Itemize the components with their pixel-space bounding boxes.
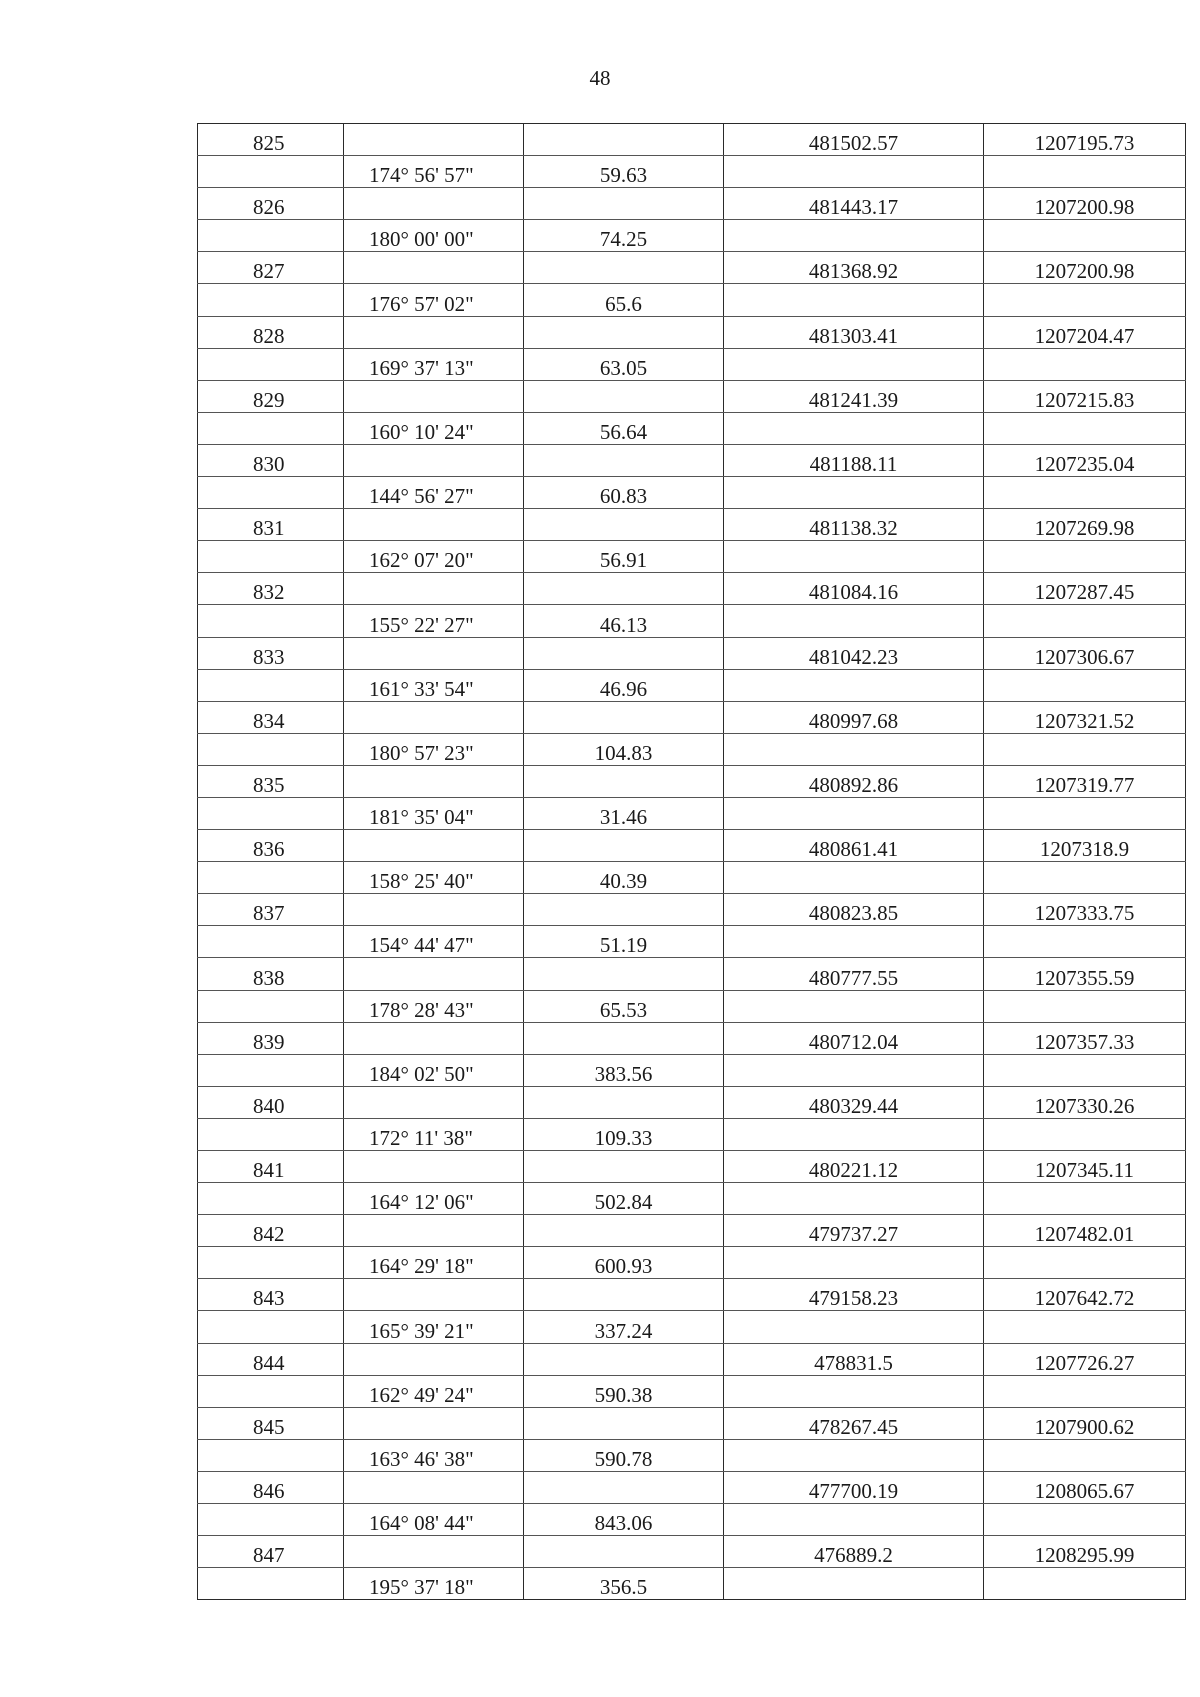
point-number-cell: 841 — [198, 1151, 344, 1183]
bearing-cell: 174° 56' 57" — [344, 156, 524, 188]
y-coordinate-cell — [984, 348, 1186, 380]
distance-cell — [524, 1215, 724, 1247]
distance-cell — [524, 1279, 724, 1311]
x-coordinate-cell: 481502.57 — [724, 124, 984, 156]
bearing-cell — [344, 188, 524, 220]
bearing-cell — [344, 252, 524, 284]
point-number-cell — [198, 1504, 344, 1536]
bearing-cell — [344, 894, 524, 926]
bearing-cell: 161° 33' 54" — [344, 669, 524, 701]
x-coordinate-cell: 480861.41 — [724, 830, 984, 862]
point-number-cell: 826 — [198, 188, 344, 220]
y-coordinate-cell — [984, 412, 1186, 444]
y-coordinate-cell: 1208295.99 — [984, 1536, 1186, 1568]
distance-cell: 590.38 — [524, 1375, 724, 1407]
x-coordinate-cell — [724, 1504, 984, 1536]
distance-cell — [524, 1151, 724, 1183]
bearing-cell — [344, 1151, 524, 1183]
x-coordinate-cell — [724, 862, 984, 894]
distance-cell: 356.5 — [524, 1568, 724, 1600]
bearing-cell: 162° 49' 24" — [344, 1375, 524, 1407]
segment-row — [198, 477, 1186, 509]
x-coordinate-cell: 476889.2 — [724, 1536, 984, 1568]
point-row — [198, 1471, 1186, 1503]
bearing-cell — [344, 637, 524, 669]
x-coordinate-cell — [724, 1375, 984, 1407]
segment-row — [198, 284, 1186, 316]
distance-cell: 51.19 — [524, 926, 724, 958]
segment-row — [198, 1054, 1186, 1086]
point-number-cell: 842 — [198, 1215, 344, 1247]
distance-cell: 600.93 — [524, 1247, 724, 1279]
point-number-cell: 847 — [198, 1536, 344, 1568]
x-coordinate-cell — [724, 1183, 984, 1215]
x-coordinate-cell — [724, 477, 984, 509]
bearing-cell: 164° 29' 18" — [344, 1247, 524, 1279]
point-row — [198, 958, 1186, 990]
x-coordinate-cell — [724, 284, 984, 316]
point-number-cell: 829 — [198, 380, 344, 412]
x-coordinate-cell: 481138.32 — [724, 509, 984, 541]
point-number-cell — [198, 862, 344, 894]
point-row — [198, 1022, 1186, 1054]
point-number-cell: 845 — [198, 1407, 344, 1439]
bearing-cell: 178° 28' 43" — [344, 990, 524, 1022]
x-coordinate-cell — [724, 1568, 984, 1600]
y-coordinate-cell — [984, 1439, 1186, 1471]
distance-cell — [524, 894, 724, 926]
bearing-cell: 144° 56' 27" — [344, 477, 524, 509]
x-coordinate-cell: 481042.23 — [724, 637, 984, 669]
point-number-cell — [198, 1247, 344, 1279]
distance-cell: 40.39 — [524, 862, 724, 894]
x-coordinate-cell: 477700.19 — [724, 1471, 984, 1503]
segment-row — [198, 605, 1186, 637]
point-number-cell: 846 — [198, 1471, 344, 1503]
point-number-cell: 844 — [198, 1343, 344, 1375]
bearing-cell — [344, 316, 524, 348]
segment-row — [198, 926, 1186, 958]
point-row — [198, 252, 1186, 284]
point-row — [198, 830, 1186, 862]
bearing-cell — [344, 1471, 524, 1503]
point-number-cell — [198, 477, 344, 509]
y-coordinate-cell — [984, 1375, 1186, 1407]
segment-row — [198, 1118, 1186, 1150]
bearing-cell: 162° 07' 20" — [344, 541, 524, 573]
x-coordinate-cell — [724, 605, 984, 637]
y-coordinate-cell: 1207215.83 — [984, 380, 1186, 412]
segment-row — [198, 1311, 1186, 1343]
distance-cell: 63.05 — [524, 348, 724, 380]
segment-row — [198, 990, 1186, 1022]
distance-cell — [524, 1343, 724, 1375]
y-coordinate-cell: 1207355.59 — [984, 958, 1186, 990]
y-coordinate-cell — [984, 1118, 1186, 1150]
distance-cell — [524, 830, 724, 862]
y-coordinate-cell: 1207345.11 — [984, 1151, 1186, 1183]
point-number-cell — [198, 926, 344, 958]
coordinate-table — [197, 123, 1186, 1600]
y-coordinate-cell — [984, 797, 1186, 829]
segment-row — [198, 156, 1186, 188]
x-coordinate-cell: 480892.86 — [724, 765, 984, 797]
bearing-cell: 195° 37' 18" — [344, 1568, 524, 1600]
segment-row — [198, 1183, 1186, 1215]
bearing-cell: 163° 46' 38" — [344, 1439, 524, 1471]
x-coordinate-cell — [724, 797, 984, 829]
distance-cell — [524, 765, 724, 797]
y-coordinate-cell: 1207321.52 — [984, 701, 1186, 733]
bearing-cell — [344, 1536, 524, 1568]
page-number: 48 — [589, 66, 611, 90]
segment-row — [198, 862, 1186, 894]
x-coordinate-cell: 480823.85 — [724, 894, 984, 926]
x-coordinate-cell — [724, 1118, 984, 1150]
distance-cell — [524, 316, 724, 348]
coordinate-table-body — [198, 124, 1186, 1600]
segment-row — [198, 797, 1186, 829]
y-coordinate-cell: 1207726.27 — [984, 1343, 1186, 1375]
distance-cell: 60.83 — [524, 477, 724, 509]
x-coordinate-cell: 479158.23 — [724, 1279, 984, 1311]
y-coordinate-cell: 1207357.33 — [984, 1022, 1186, 1054]
distance-cell — [524, 1022, 724, 1054]
distance-cell: 46.96 — [524, 669, 724, 701]
point-row — [198, 444, 1186, 476]
bearing-cell: 181° 35' 04" — [344, 797, 524, 829]
bearing-cell — [344, 444, 524, 476]
y-coordinate-cell — [984, 862, 1186, 894]
point-number-cell — [198, 1439, 344, 1471]
x-coordinate-cell: 481368.92 — [724, 252, 984, 284]
x-coordinate-cell: 481241.39 — [724, 380, 984, 412]
point-number-cell — [198, 1183, 344, 1215]
y-coordinate-cell — [984, 284, 1186, 316]
y-coordinate-cell: 1207195.73 — [984, 124, 1186, 156]
distance-cell — [524, 1471, 724, 1503]
y-coordinate-cell — [984, 1504, 1186, 1536]
point-number-cell — [198, 1118, 344, 1150]
point-row — [198, 1151, 1186, 1183]
bearing-cell: 155° 22' 27" — [344, 605, 524, 637]
bearing-cell: 176° 57' 02" — [344, 284, 524, 316]
point-number-cell: 839 — [198, 1022, 344, 1054]
x-coordinate-cell: 479737.27 — [724, 1215, 984, 1247]
distance-cell — [524, 380, 724, 412]
point-number-cell: 835 — [198, 765, 344, 797]
y-coordinate-cell: 1207306.67 — [984, 637, 1186, 669]
x-coordinate-cell — [724, 348, 984, 380]
point-row — [198, 509, 1186, 541]
point-number-cell — [198, 541, 344, 573]
segment-row — [198, 220, 1186, 252]
point-number-cell: 828 — [198, 316, 344, 348]
distance-cell — [524, 701, 724, 733]
point-number-cell: 836 — [198, 830, 344, 862]
distance-cell: 843.06 — [524, 1504, 724, 1536]
distance-cell: 65.6 — [524, 284, 724, 316]
point-number-cell — [198, 1311, 344, 1343]
point-row — [198, 316, 1186, 348]
distance-cell: 383.56 — [524, 1054, 724, 1086]
y-coordinate-cell: 1207319.77 — [984, 765, 1186, 797]
x-coordinate-cell — [724, 669, 984, 701]
point-number-cell: 834 — [198, 701, 344, 733]
point-number-cell — [198, 1375, 344, 1407]
x-coordinate-cell — [724, 541, 984, 573]
y-coordinate-cell: 1207482.01 — [984, 1215, 1186, 1247]
bearing-cell: 165° 39' 21" — [344, 1311, 524, 1343]
y-coordinate-cell: 1207204.47 — [984, 316, 1186, 348]
y-coordinate-cell — [984, 156, 1186, 188]
y-coordinate-cell — [984, 477, 1186, 509]
x-coordinate-cell: 481084.16 — [724, 573, 984, 605]
bearing-cell: 154° 44' 47" — [344, 926, 524, 958]
point-row — [198, 1215, 1186, 1247]
bearing-cell — [344, 509, 524, 541]
point-number-cell: 832 — [198, 573, 344, 605]
x-coordinate-cell: 480329.44 — [724, 1086, 984, 1118]
y-coordinate-cell: 1207318.9 — [984, 830, 1186, 862]
point-number-cell: 830 — [198, 444, 344, 476]
y-coordinate-cell: 1207200.98 — [984, 188, 1186, 220]
bearing-cell — [344, 1215, 524, 1247]
bearing-cell — [344, 1407, 524, 1439]
bearing-cell: 180° 57' 23" — [344, 733, 524, 765]
y-coordinate-cell — [984, 1183, 1186, 1215]
y-coordinate-cell — [984, 1247, 1186, 1279]
point-number-cell — [198, 1054, 344, 1086]
y-coordinate-cell — [984, 220, 1186, 252]
point-number-cell — [198, 348, 344, 380]
distance-cell — [524, 444, 724, 476]
segment-row — [198, 733, 1186, 765]
y-coordinate-cell — [984, 926, 1186, 958]
segment-row — [198, 1247, 1186, 1279]
x-coordinate-cell — [724, 1311, 984, 1343]
distance-cell — [524, 509, 724, 541]
bearing-cell — [344, 1022, 524, 1054]
point-row — [198, 1407, 1186, 1439]
x-coordinate-cell: 478267.45 — [724, 1407, 984, 1439]
bearing-cell: 164° 08' 44" — [344, 1504, 524, 1536]
distance-cell: 337.24 — [524, 1311, 724, 1343]
bearing-cell: 180° 00' 00" — [344, 220, 524, 252]
point-number-cell — [198, 156, 344, 188]
y-coordinate-cell: 1207900.62 — [984, 1407, 1186, 1439]
bearing-cell — [344, 573, 524, 605]
point-number-cell — [198, 733, 344, 765]
point-row — [198, 573, 1186, 605]
y-coordinate-cell — [984, 733, 1186, 765]
bearing-cell — [344, 1343, 524, 1375]
bearing-cell — [344, 830, 524, 862]
segment-row — [198, 1375, 1186, 1407]
point-number-cell: 840 — [198, 1086, 344, 1118]
bearing-cell — [344, 124, 524, 156]
distance-cell — [524, 1407, 724, 1439]
y-coordinate-cell — [984, 605, 1186, 637]
point-row — [198, 765, 1186, 797]
point-number-cell — [198, 220, 344, 252]
bearing-cell — [344, 1279, 524, 1311]
point-row — [198, 894, 1186, 926]
point-row — [198, 380, 1186, 412]
point-number-cell — [198, 990, 344, 1022]
y-coordinate-cell — [984, 669, 1186, 701]
distance-cell: 59.63 — [524, 156, 724, 188]
distance-cell: 65.53 — [524, 990, 724, 1022]
x-coordinate-cell — [724, 412, 984, 444]
bearing-cell — [344, 701, 524, 733]
x-coordinate-cell: 481443.17 — [724, 188, 984, 220]
y-coordinate-cell — [984, 1054, 1186, 1086]
point-number-cell — [198, 1568, 344, 1600]
y-coordinate-cell: 1207642.72 — [984, 1279, 1186, 1311]
y-coordinate-cell: 1207333.75 — [984, 894, 1186, 926]
x-coordinate-cell — [724, 220, 984, 252]
point-number-cell: 838 — [198, 958, 344, 990]
point-number-cell: 843 — [198, 1279, 344, 1311]
segment-row — [198, 669, 1186, 701]
y-coordinate-cell — [984, 1311, 1186, 1343]
point-row — [198, 1536, 1186, 1568]
distance-cell — [524, 958, 724, 990]
distance-cell: 56.64 — [524, 412, 724, 444]
bearing-cell: 164° 12' 06" — [344, 1183, 524, 1215]
distance-cell: 46.13 — [524, 605, 724, 637]
y-coordinate-cell — [984, 541, 1186, 573]
distance-cell: 56.91 — [524, 541, 724, 573]
segment-row — [198, 1439, 1186, 1471]
y-coordinate-cell: 1207330.26 — [984, 1086, 1186, 1118]
bearing-cell: 158° 25' 40" — [344, 862, 524, 894]
x-coordinate-cell — [724, 1439, 984, 1471]
distance-cell — [524, 124, 724, 156]
distance-cell: 590.78 — [524, 1439, 724, 1471]
point-number-cell — [198, 797, 344, 829]
segment-row — [198, 1504, 1186, 1536]
distance-cell: 31.46 — [524, 797, 724, 829]
segment-row — [198, 541, 1186, 573]
bearing-cell — [344, 765, 524, 797]
point-number-cell: 831 — [198, 509, 344, 541]
point-number-cell: 825 — [198, 124, 344, 156]
x-coordinate-cell: 481188.11 — [724, 444, 984, 476]
point-row — [198, 188, 1186, 220]
point-number-cell: 827 — [198, 252, 344, 284]
point-row — [198, 124, 1186, 156]
y-coordinate-cell — [984, 1568, 1186, 1600]
point-row — [198, 1343, 1186, 1375]
bearing-cell — [344, 1086, 524, 1118]
point-number-cell — [198, 412, 344, 444]
point-number-cell — [198, 669, 344, 701]
x-coordinate-cell: 480221.12 — [724, 1151, 984, 1183]
distance-cell — [524, 637, 724, 669]
distance-cell — [524, 252, 724, 284]
distance-cell: 74.25 — [524, 220, 724, 252]
point-number-cell: 833 — [198, 637, 344, 669]
distance-cell — [524, 1536, 724, 1568]
x-coordinate-cell — [724, 990, 984, 1022]
point-number-cell: 837 — [198, 894, 344, 926]
x-coordinate-cell: 480712.04 — [724, 1022, 984, 1054]
y-coordinate-cell: 1207287.45 — [984, 573, 1186, 605]
bearing-cell: 160° 10' 24" — [344, 412, 524, 444]
bearing-cell: 184° 02' 50" — [344, 1054, 524, 1086]
bearing-cell — [344, 958, 524, 990]
y-coordinate-cell: 1208065.67 — [984, 1471, 1186, 1503]
distance-cell: 109.33 — [524, 1118, 724, 1150]
x-coordinate-cell: 480997.68 — [724, 701, 984, 733]
x-coordinate-cell — [724, 156, 984, 188]
bearing-cell: 169° 37' 13" — [344, 348, 524, 380]
distance-cell — [524, 1086, 724, 1118]
point-row — [198, 637, 1186, 669]
point-row — [198, 701, 1186, 733]
x-coordinate-cell — [724, 733, 984, 765]
distance-cell: 502.84 — [524, 1183, 724, 1215]
y-coordinate-cell — [984, 990, 1186, 1022]
distance-cell — [524, 573, 724, 605]
segment-row — [198, 1568, 1186, 1600]
segment-row — [198, 412, 1186, 444]
x-coordinate-cell: 481303.41 — [724, 316, 984, 348]
point-number-cell — [198, 605, 344, 637]
segment-row — [198, 348, 1186, 380]
y-coordinate-cell: 1207269.98 — [984, 509, 1186, 541]
point-row — [198, 1086, 1186, 1118]
x-coordinate-cell: 478831.5 — [724, 1343, 984, 1375]
x-coordinate-cell — [724, 926, 984, 958]
x-coordinate-cell — [724, 1247, 984, 1279]
x-coordinate-cell: 480777.55 — [724, 958, 984, 990]
bearing-cell: 172° 11' 38" — [344, 1118, 524, 1150]
point-row — [198, 1279, 1186, 1311]
bearing-cell — [344, 380, 524, 412]
y-coordinate-cell: 1207200.98 — [984, 252, 1186, 284]
y-coordinate-cell: 1207235.04 — [984, 444, 1186, 476]
distance-cell: 104.83 — [524, 733, 724, 765]
x-coordinate-cell — [724, 1054, 984, 1086]
point-number-cell — [198, 284, 344, 316]
distance-cell — [524, 188, 724, 220]
